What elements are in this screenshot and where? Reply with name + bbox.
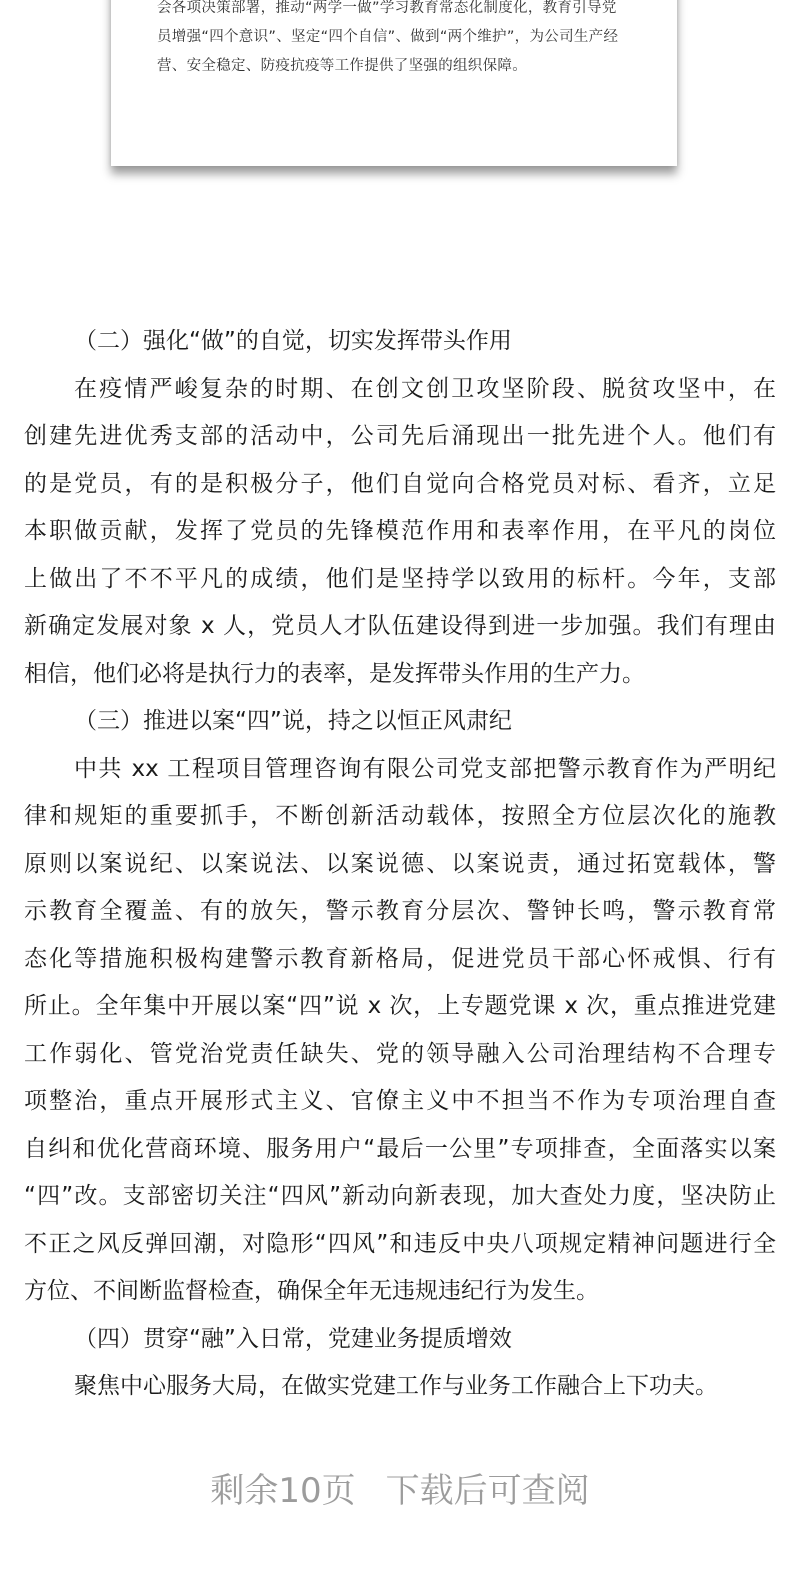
remaining-pages-label: 剩余10页 [210, 1471, 356, 1511]
paragraph-line: 工作弱化、管党治党责任缺失、党的领导融入公司治理结构不合理专 [24, 1040, 776, 1067]
preview-line: 会各项决策部署，推动“两学一做”学习教育常态化制度化，教育引导党 [157, 0, 617, 16]
paragraph-line: 中共 xx 工程项目管理咨询有限公司党支部把警示教育作为严明纪 [74, 755, 776, 782]
document-preview-card [111, 0, 677, 166]
paragraph-line: 自纠和优化营商环境、服务用户“最后一公里”专项排查，全面落实以案 [24, 1135, 776, 1162]
paragraph-line: 律和规矩的重要抓手，不断创新活动载体，按照全方位层次化的施教 [24, 803, 776, 829]
preview-line: 员增强“四个意识”、坚定“四个自信”、做到“两个维护”，为公司生产经 [157, 29, 619, 45]
paragraph-line: 本职做贡献，发挥了党员的先锋模范作用和表率作用，在平凡的岗位 [24, 518, 776, 544]
paragraph-line: 上做出了不不平凡的成绩，他们是坚持学以致用的标杆。今年，支部 [24, 565, 776, 592]
document-body [24, 318, 776, 1411]
paragraph-line: 原则以案说纪、以案说法、以案说德、以案说责，通过拓宽载体，警 [24, 850, 776, 877]
paragraph-line: 示教育全覆盖、有的放矢，警示教育分层次、警钟长鸣，警示教育常 [24, 898, 776, 924]
section-heading: （二）强化“做”的自觉，切实发挥带头作用 [74, 328, 512, 354]
paragraph-line: 聚焦中心服务大局，在做实党建工作与业务工作融合上下功夫。 [74, 1373, 718, 1399]
preview-line: 营、安全稳定、防疫抗疫等工作提供了坚强的组织保障。 [157, 58, 527, 74]
paragraph-line: 所止。全年集中开展以案“四”说 x 次，上专题党课 x 次，重点推进党建 [24, 993, 776, 1019]
paragraph-line: 相信，他们必将是执行力的表率，是发挥带头作用的生产力。 [24, 660, 645, 687]
section-heading: （三）推进以案“四”说，持之以恒正风肃纪 [74, 708, 512, 734]
paragraph-line: 态化等措施积极构建警示教育新格局，促进党员干部心怀戒惧、行有 [24, 945, 776, 972]
paragraph-line: 项整治，重点开展形式主义、官僚主义中不担当不作为专项治理自查 [24, 1088, 776, 1114]
section-heading: （四）贯穿“融”入日常，党建业务提质增效 [74, 1325, 512, 1352]
paragraph-line: 的是党员，有的是积极分子，他们自觉向合格党员对标、看齐，立足 [24, 470, 776, 497]
preview-paragraph [157, 0, 647, 81]
paragraph-line: 新确定发展对象 x 人，党员人才队伍建设得到进一步加强。我们有理由 [24, 613, 776, 639]
download-to-view-label: 下载后可查阅 [385, 1471, 590, 1511]
paragraph-line: 在疫情严峻复杂的时期、在创文创卫攻坚阶段、脱贫攻坚中，在 [74, 375, 776, 402]
download-prompt[interactable] [0, 1466, 800, 1516]
paragraph-line: 创建先进优秀支部的活动中，公司先后涌现出一批先进个人。他们有 [24, 423, 776, 449]
paragraph-line: 不正之风反弹回潮，对隐形“四风”和违反中央八项规定精神问题进行全 [24, 1230, 776, 1257]
paragraph-line: 方位、不间断监督检查，确保全年无违规违纪行为发生。 [24, 1278, 599, 1304]
paragraph-line: “四”改。支部密切关注“四风”新动向新表现，加大查处力度，坚决防止 [24, 1183, 776, 1209]
